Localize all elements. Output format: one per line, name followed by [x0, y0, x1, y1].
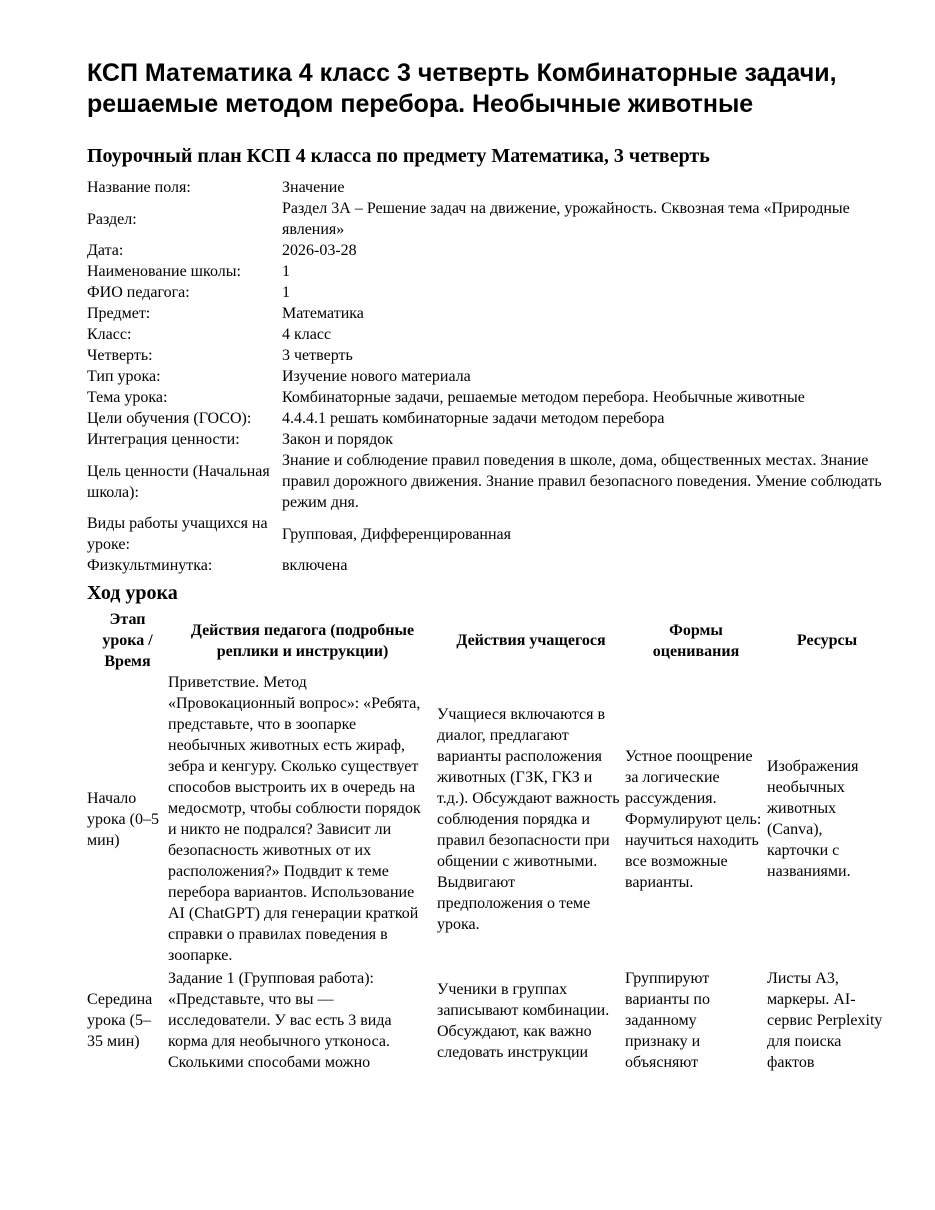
- table-row: [87, 672, 887, 968]
- info-key: Интеграция ценности:: [87, 431, 240, 448]
- info-row-grade: [87, 324, 887, 345]
- info-row-goals: [87, 408, 887, 429]
- stage-cell: Начало урока (0–5 мин): [87, 789, 159, 849]
- info-value: 1: [282, 263, 290, 280]
- lesson-course-table: [87, 609, 887, 1073]
- info-header-value: Значение: [282, 179, 345, 196]
- info-key: Тема урока:: [87, 389, 168, 406]
- info-row-section: [87, 198, 887, 240]
- info-row-date: [87, 240, 887, 261]
- info-row-school: [87, 261, 887, 282]
- info-header-key: Название поля:: [87, 179, 191, 196]
- info-row-teacher: [87, 282, 887, 303]
- info-key: Цели обучения (ГОСО):: [87, 410, 252, 427]
- info-value: 1: [282, 284, 290, 301]
- info-key: Четверть:: [87, 347, 153, 364]
- resources-cell: Листы А3, маркеры. AI-сервис Perplexity для поиска фактов: [767, 970, 883, 1071]
- column-header-resources: Ресурсы: [796, 632, 858, 649]
- assessment-cell: Группируют варианты по заданному признаку и объясняют: [625, 970, 710, 1071]
- info-key: Класс:: [87, 326, 132, 343]
- info-key: Дата:: [87, 242, 124, 259]
- info-key: Тип урока:: [87, 368, 161, 385]
- teacher-actions-cell: Приветствие. Метод «Провокационный вопрос»: «Ребята, представьте, что в зоопарке необычных животных есть жираф, зебра и кенгуру. Сколько существует способов выстроить их в очередь на медосмотр, чтобы соблюсти порядок и никто не подрался? Зависит ли безопасность животных от их расположения?» Подвдит к теме перебора вариантов. Использование AI (ChatGPT) для генерации краткой справки о правилах поведения в зоопарке.: [168, 674, 421, 964]
- info-key: Цель ценности (Начальная школа):: [87, 462, 270, 501]
- info-value: 4 класс: [282, 326, 332, 343]
- info-value: 2026-03-28: [282, 242, 357, 259]
- info-header-row: [87, 177, 887, 198]
- info-key: Физкультминутка:: [87, 557, 213, 574]
- resources-cell: Изображения необычных животных (Canva), карточки с названиями.: [767, 758, 859, 880]
- info-key: Виды работы учащихся на уроке:: [87, 515, 268, 553]
- info-row-work-types: [87, 513, 887, 555]
- info-value: 4.4.4.1 решать комбинаторные задачи методом перебора: [282, 410, 665, 427]
- course-header-row: [87, 609, 887, 672]
- info-value: 3 четверть: [282, 347, 353, 364]
- document-title: КСП Математика 4 класс 3 четверть Комбинаторные задачи, решаемые методом перебора. Необычные животные: [87, 59, 837, 118]
- info-value: Групповая, Дифференцированная: [282, 525, 511, 543]
- info-value: Комбинаторные задачи, решаемые методом перебора. Необычные животные: [282, 389, 805, 406]
- info-value: Изучение нового материала: [282, 368, 471, 385]
- info-value: Раздел 3А – Решение задач на движение, урожайность. Сквозная тема «Природные явления»: [282, 200, 850, 238]
- document-page: [87, 58, 887, 1073]
- table-row: [87, 968, 887, 1073]
- info-value: Математика: [282, 305, 364, 322]
- student-actions-cell: Ученики в группах записывают комбинации. Обсуждают, как важно следовать инструкции: [437, 980, 610, 1061]
- info-value: Закон и порядок: [282, 431, 394, 448]
- column-header-teacher: Действия педагога (подробные реплики и инструкции): [190, 621, 415, 660]
- info-key: Предмет:: [87, 305, 151, 322]
- info-row-value-integration: [87, 429, 887, 450]
- column-header-student: Действия учащегося: [456, 632, 606, 649]
- column-header-stage: Этап урока / Время: [102, 611, 153, 670]
- teacher-actions-cell: Задание 1 (Групповая работа): «Представьте, что вы — исследователи. У вас есть 3 вида корма для необычного утконоса. Сколькими способами можно: [168, 970, 392, 1071]
- info-value: включена: [282, 557, 348, 574]
- column-header-assessment: Формы оценивания: [652, 621, 740, 660]
- info-row-topic: [87, 387, 887, 408]
- info-key: ФИО педагога:: [87, 284, 190, 301]
- student-actions-cell: Учащиеся включаются в диалог, предлагают варианты расположения животных (ГЗК, ГКЗ и т.д.). Обсуждают важность соблюдения порядка и правил безопасности при общении с животными. Выдвигают предположения о теме урока.: [437, 705, 620, 933]
- info-value: Знание и соблюдение правил поведения в школе, дома, общественных местах. Знание правил дорожного движения. Знание правил безопасного поведения. Умение соблюдать режим дня.: [282, 452, 882, 511]
- info-key: Наименование школы:: [87, 263, 241, 280]
- info-row-subject: [87, 303, 887, 324]
- info-row-lesson-type: [87, 366, 887, 387]
- info-row-exercise: [87, 555, 887, 576]
- stage-cell: Середина урока (5–35 мин): [87, 991, 153, 1050]
- course-heading: Ход урока: [87, 582, 178, 604]
- info-row-value-goal: [87, 450, 887, 513]
- plan-heading: Поурочный план КСП 4 класса по предмету Математика, 3 четверть: [87, 145, 710, 167]
- lesson-info-table: [87, 177, 887, 576]
- info-row-quarter: [87, 345, 887, 366]
- info-key: Раздел:: [87, 210, 137, 228]
- assessment-cell: Устное поощрение за логические рассуждения. Формулируют цель: научиться находить все возможные варианты.: [625, 747, 762, 891]
